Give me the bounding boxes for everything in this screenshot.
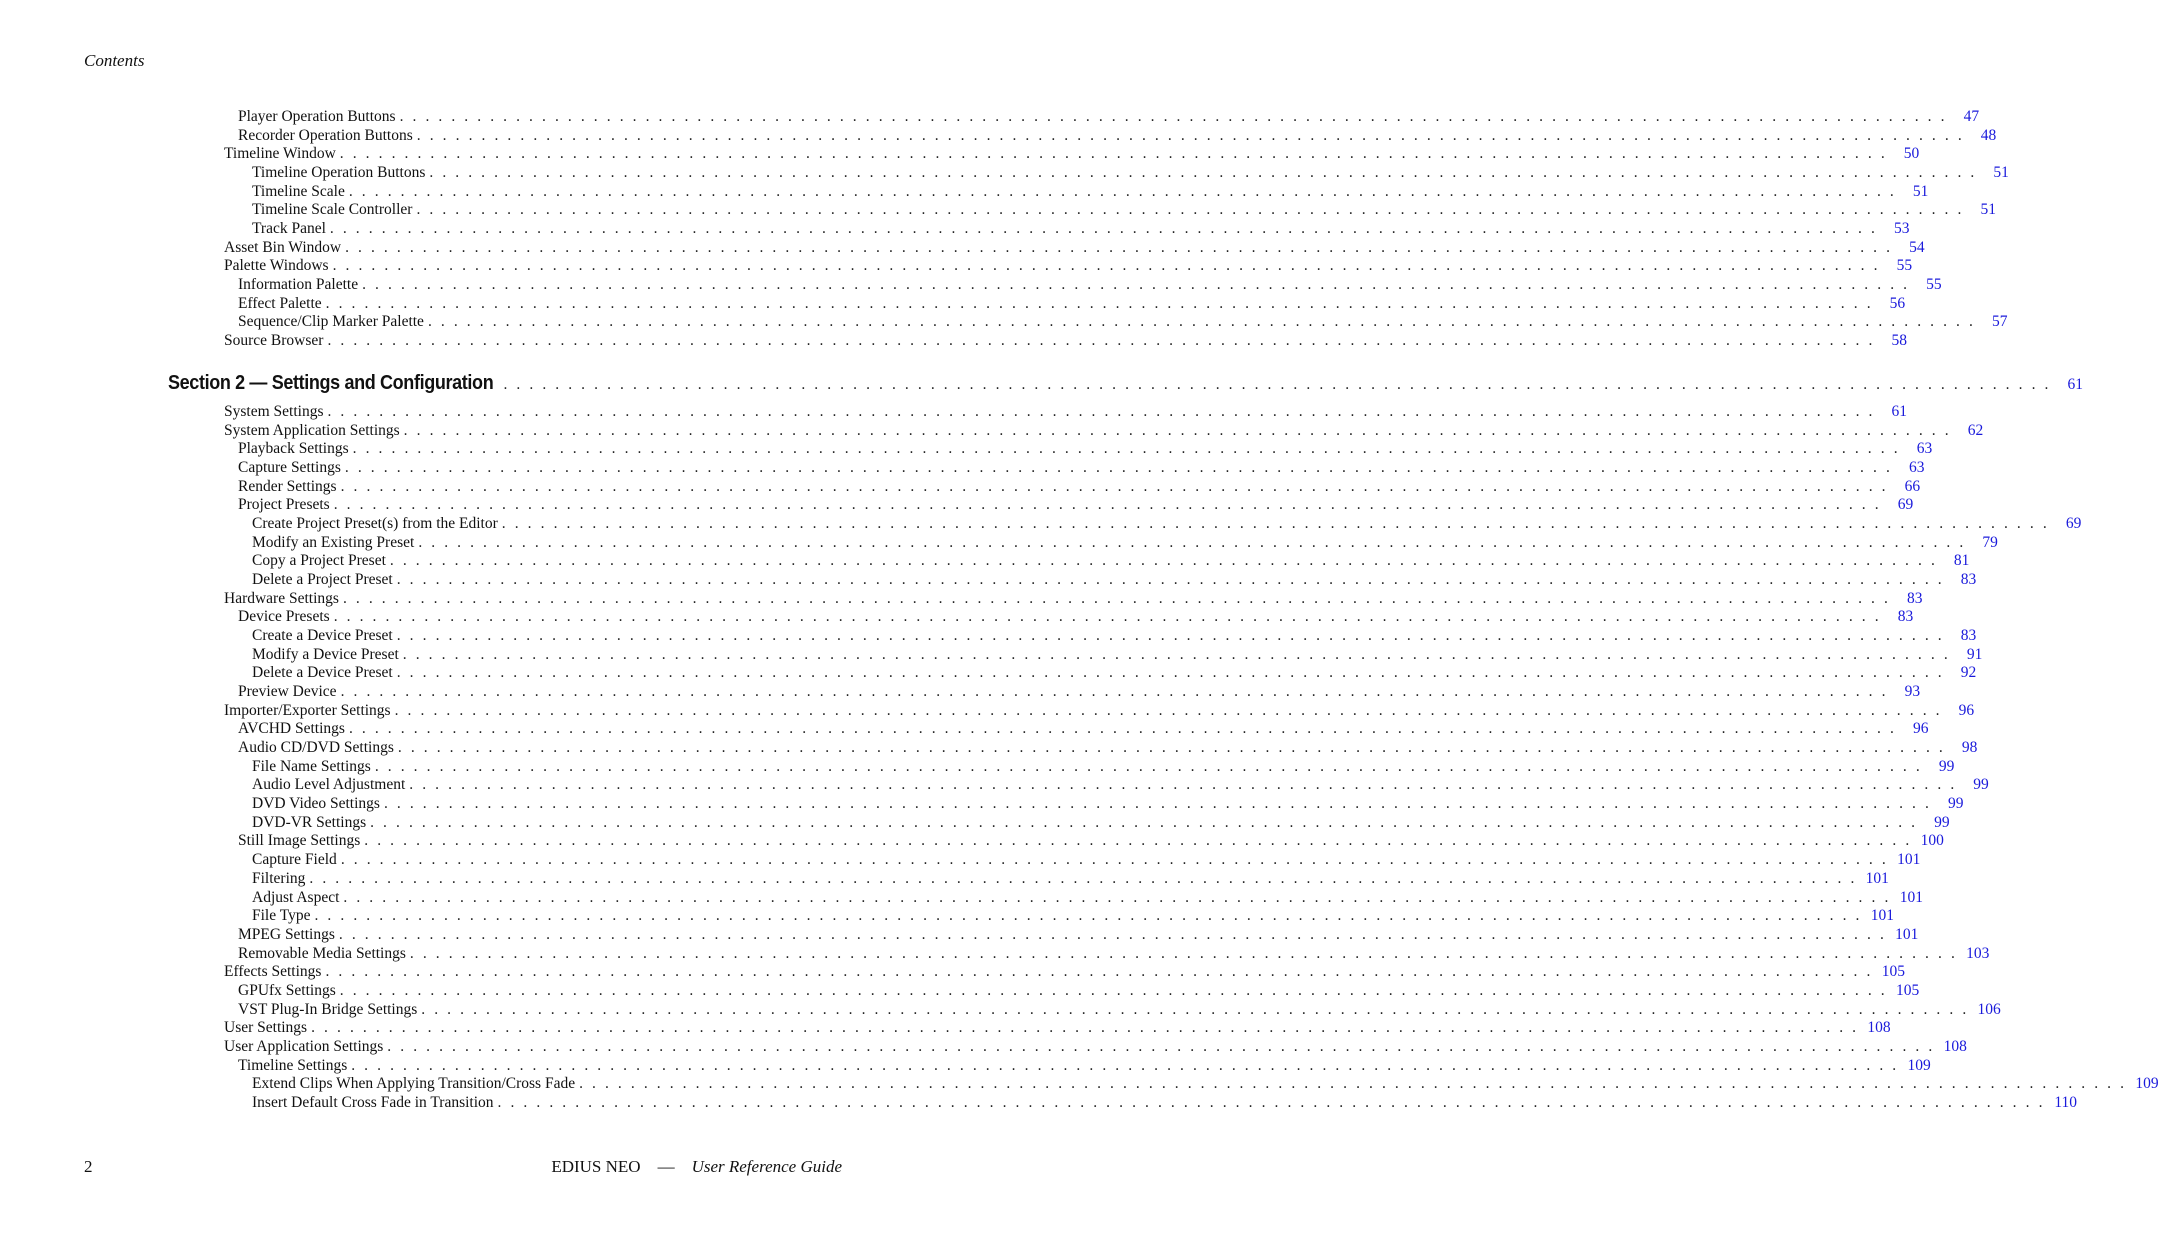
toc-page-link[interactable]: 101 xyxy=(1899,888,1923,906)
dot-leader: . . . . . . . . . . . . . . . . . . . . . . . . . . . . . . . . . . . . . . . . . . . . . . . . . . . . . . . . . . . . . . . . . . . . . . . . . . . . . . . . . . . . . . . . . . . . . . . . . . . . . . . . . . . . . . . . . . . . . . . . xyxy=(387,1037,1935,1055)
toc-entry-title: Preview Device xyxy=(238,683,337,701)
dot-leader: . . . . . . . . . . . . . . . . . . . . . . . . . . . . . . . . . . . . . . . . . . . . . . . . . . . . . . . . . . . . . . . . . . . . . . . . . . . . . . . . . . . . . . . . . . . . . . . . . . . . . . . . . . . . . . . . . . . . . . . . xyxy=(329,220,1878,238)
footer-page-number: 2 xyxy=(84,1157,93,1176)
toc-entry[interactable] xyxy=(252,1074,2159,1093)
toc-entry[interactable] xyxy=(252,757,1955,776)
dot-leader: . . . . . . . . . . . . . . . . . . . . . . . . . . . . . . . . . . . . . . . . . . . . . . . . . . . . . . . . . . . . . . . . . . . . . . . . . . . . . . . . . . . . . . . . . . . . . . . . . . . . . . . . . . . . . . . . . . . . . . . . xyxy=(579,1075,2127,1093)
dot-leader: . . . . . . . . . . . . . . . . . . . . . . . . . . . . . . . . . . . . . . . . . . . . . . . . . . . . . . . . . . . . . . . . . . . . . . . . . . . . . . . . . . . . . . . . . . . . . . . . . . . . . . . . . . . . . . . . . . . . . . . . xyxy=(339,981,1888,999)
toc-page-link[interactable]: 56 xyxy=(1889,294,1906,312)
toc-entry[interactable] xyxy=(238,439,1933,458)
dot-leader: . . . . . . . . . . . . . . . . . . . . . . . . . . . . . . . . . . . . . . . . . . . . . . . . . . . . . . . . . . . . . . . . . . . . . . . . . . . . . . . . . . . . . . . . . . . . . . . . . . . . . . . . . . . . . . . . . . . . . . . . xyxy=(339,145,1888,163)
toc-entry-title: Create Project Preset(s) from the Editor xyxy=(252,514,498,532)
toc-entry-title: Removable Media Settings xyxy=(238,944,406,962)
dot-leader: . . . . . . . . . . . . . . . . . . . . . . . . . . . . . . . . . . . . . . . . . . . . . . . . . . . . . . . . . . . . . . . . . . . . . . . . . . . . . . . . . . . . . . . . . . . . . . . . . . . . . . . . . . . . . . . . . . . . . . . . xyxy=(501,514,2050,532)
toc-entry-title: Still Image Settings xyxy=(238,832,361,850)
toc-page-link[interactable]: 83 xyxy=(1960,627,1977,644)
toc-page-link[interactable]: 55 xyxy=(1896,257,1913,275)
dot-leader: . . . . . . . . . . . . . . . . . . . . . . . . . . . . . . . . . . . . . . . . . . . . . . . . . . . . . . . . . . . . . . . . . . . . . . . . . . . . . . . . . . . . . . . . . . . . . . . . . . . . . . . . . . . . . . . . . . . . . . . . xyxy=(340,851,1889,869)
toc-page-link[interactable]: 110 xyxy=(2054,1094,2078,1111)
dot-leader: . . . . . . . . . . . . . . . . . . . . . . . . . . . . . . . . . . . . . . . . . . . . . . . . . . . . . . . . . . . . . . . . . . . . . . . . . . . . . . . . . . . . . . . . . . . . . . . . . . . . . . . . . . . . . . . . . . . . . . . . xyxy=(333,608,1882,626)
toc-entry-title: Timeline Window xyxy=(224,145,336,163)
toc-page-link[interactable]: 108 xyxy=(1943,1037,1967,1055)
toc-page-link[interactable]: 51 xyxy=(1980,201,1996,219)
toc-page-link[interactable]: 100 xyxy=(1920,832,1944,850)
dot-leader: . . . . . . . . . . . . . . . . . . . . . . . . . . . . . . . . . . . . . . . . . . . . . . . . . . . . . . . . . . . . . . . . . . . . . . . . . . . . . . . . . . . . . . . . . . . . . . . . . . . . . . . . . . . . . . . . . . . . . . . . xyxy=(416,201,1964,219)
toc-entry-title: Timeline Scale xyxy=(252,182,345,200)
toc-page-link[interactable]: 57 xyxy=(1991,313,2008,331)
toc-entry-title: Information Palette xyxy=(238,276,359,294)
toc-entry[interactable] xyxy=(252,906,1895,925)
toc-page-link[interactable]: 92 xyxy=(1960,664,1977,682)
toc-entry[interactable] xyxy=(238,458,1925,477)
dot-leader: . . . . . . . . . . . . . . . . . . . . . . . . . . . . . . . . . . . . . . . . . . . . . . . . . . . . . . . . . . . . . . . . . . . . . . . . . . . . . . . . . . . . . . . . . . . . . . . . . . . . . . . . . . . . . . . . . . . . . . . . xyxy=(362,276,1910,294)
dot-leader: . . . . . . . . . . . . . . . . . . . . . . . . . . . . . . . . . . . . . . . . . . . . . . . . . . . . . . . . . . . . . . . . . . . . . . . . . . . . . . . . . . . . . . . . . . . . . . . . . . . . . . . . . . . . . . . . . . . . . . . . xyxy=(311,1019,1859,1037)
toc-entry[interactable] xyxy=(252,182,1929,201)
dot-leader: . . . . . . . . . . . . . . . . . . . . . . . . . . . . . . . . . . . . . . . . . . . . . . . . . . . . . . . . . . . . . . . . . . . . . . . . . . . . . . . . . . . . . . . . . . . . . . . . . . . . . . . . . . . . . . . . . . . . . . . . xyxy=(309,869,1857,887)
footer-guide-title: User Reference Guide xyxy=(691,1157,842,1176)
toc-entry[interactable] xyxy=(238,312,2008,331)
toc-entry[interactable] xyxy=(238,831,1944,850)
dot-leader: . . . . . . . . . . . . . . . . . . . . . . . . . . . . . . . . . . . . . . . . . . . . . . . . . . . . . . . . . . . . . . . . . . . . . . . . . . . . . . . . . . . . . . . . . . . . . . . . . . . . . . . . . . . . . . . . . . . . . . . . xyxy=(348,720,1897,738)
dot-leader: . . . . . . . . . . . . . . . . . . . . . . . . . . . . . . . . . . . . . . . . . . . . . . . . . . . . . . . . . . . . . . . . . . . . . . . . . . . . . . . . . . . . . . . . . . . . . . . . . . . . . . . . . . . . . . . . . . . . . . . . xyxy=(314,907,1863,925)
toc-entry-title: Recorder Operation Buttons xyxy=(238,126,413,144)
toc-page-link[interactable]: 51 xyxy=(1993,164,2009,182)
toc-entry-title: Capture Settings xyxy=(238,458,341,476)
dot-leader: . . . . . . . . . . . . . . . . . . . . . . . . . . . . . . . . . . . . . . . . . . . . . . . . . . . . . . . . . . . . . . . . . . . . . . . . . . . . . . . . . . . . . . . . . . . . . . . . . . . . . . . . . . . . . . . . . . . . . . . . xyxy=(389,552,1938,570)
dot-leader: . . . . . . . . . . . . . . . . . . . . . . . . . . . . . . . . . . . . . . . . . . . . . . . . . . . . . . . . . . . . . . . . . . . . . . . . . . . . . . . . . . . . . . . . . . . . . . . . . . . . . . . . . . . . . . . . . . . . . . . . xyxy=(345,238,1893,256)
toc-page-link[interactable]: 63 xyxy=(1916,440,1933,458)
dot-leader: . . . . . . . . . . . . . . . . . . . . . . . . . . . . . . . . . . . . . . . . . . . . . . . . . . . . . . . . . . . . . . . . . . . . . . . . . . . . . . . . . . . . . . . . . . . . . . . . . . . . . . . . . . . . . . . . . . . . . . . . xyxy=(418,533,1966,551)
dot-leader: . . . . . . . . . . . . . . . . . . . . . . . . . . . . . . . . . . . . . . . . . . . . . . . . . . . . . . . . . . . . . . . . . . . . . . . . . . . . . . . . . . . . . . . . . . . . . . . . . . . . . . . . . . . . . . . . . . . . . . . . xyxy=(332,257,1881,275)
toc-entry[interactable] xyxy=(238,981,1920,1000)
toc-entry[interactable] xyxy=(238,294,1906,313)
toc-entry-title: User Application Settings xyxy=(224,1037,384,1055)
toc-entry[interactable] xyxy=(238,1056,1931,1075)
toc-entry[interactable] xyxy=(224,256,1913,275)
toc-page-link[interactable]: 53 xyxy=(1893,220,1910,238)
toc-entry-title: Importer/Exporter Settings xyxy=(224,701,391,719)
toc-entry[interactable] xyxy=(252,514,2082,533)
toc-entry[interactable] xyxy=(252,1093,2078,1112)
toc-page-link[interactable]: 99 xyxy=(1938,757,1955,775)
toc-entry-title: Device Presets xyxy=(238,608,330,626)
dot-leader: . . . . . . . . . . . . . . . . . . . . . . . . . . . . . . . . . . . . . . . . . . . . . . . . . . . . . . . . . . . . . . . . . . . . . . . . . . . . . . . . . . . . . . . . . . . . . . . . . . . . . . . . . . . . . . . . . . . . . . . . xyxy=(503,375,2052,393)
toc-page-link[interactable]: 101 xyxy=(1865,869,1889,887)
dot-leader: . . . . . . . . . . . . . . . . . . . . . . . . . . . . . . . . . . . . . . . . . . . . . . . . . . . . . . . . . . . . . . . . . . . . . . . . . . . . . . . . . . . . . . . . . . . . . . . . . . . . . . . . . . . . . . . . . . . . . . . . xyxy=(327,332,1875,350)
dot-leader: . . . . . . . . . . . . . . . . . . . . . . . . . . . . . . . . . . . . . . . . . . . . . . . . . . . . . . . . . . . . . . . . . . . . . . . . . . . . . . . . . . . . . . . . . . . . . . . . . . . . . . . . . . . . . . . . . . . . . . . . xyxy=(342,589,1891,607)
dot-leader: . . . . . . . . . . . . . . . . . . . . . . . . . . . . . . . . . . . . . . . . . . . . . . . . . . . . . . . . . . . . . . . . . . . . . . . . . . . . . . . . . . . . . . . . . . . . . . . . . . . . . . . . . . . . . . . . . . . . . . . . xyxy=(409,776,1957,794)
toc-page-link[interactable]: 99 xyxy=(1973,776,1989,794)
toc-page-link[interactable]: 83 xyxy=(1906,589,1923,607)
dot-leader: . . . . . . . . . . . . . . . . . . . . . . . . . . . . . . . . . . . . . . . . . . . . . . . . . . . . . . . . . . . . . . . . . . . . . . . . . . . . . . . . . . . . . . . . . . . . . . . . . . . . . . . . . . . . . . . . . . . . . . . . xyxy=(497,1094,2046,1111)
toc-page-link[interactable]: 108 xyxy=(1867,1019,1891,1037)
toc-entry[interactable] xyxy=(238,607,1914,626)
toc-entry-title: Effects Settings xyxy=(224,963,322,981)
toc-entry[interactable] xyxy=(238,1000,2001,1019)
dot-leader: . . . . . . . . . . . . . . . . . . . . . . . . . . . . . . . . . . . . . . . . . . . . . . . . . . . . . . . . . . . . . . . . . . . . . . . . . . . . . . . . . . . . . . . . . . . . . . . . . . . . . . . . . . . . . . . . . . . . . . . . xyxy=(333,496,1882,514)
toc-page-link[interactable]: 81 xyxy=(1953,552,1970,570)
toc-page-link[interactable]: 83 xyxy=(1960,570,1977,588)
toc-entry[interactable] xyxy=(224,331,1907,350)
toc-entry-title: File Name Settings xyxy=(252,757,371,775)
toc-entry[interactable] xyxy=(252,570,1977,589)
toc-entry[interactable] xyxy=(252,533,1998,552)
toc-entry[interactable] xyxy=(238,682,1921,701)
dot-leader: . . . . . . . . . . . . . . . . . . . . . . . . . . . . . . . . . . . . . . . . . . . . . . . . . . . . . . . . . . . . . . . . . . . . . . . . . . . . . . . . . . . . . . . . . . . . . . . . . . . . . . . . . . . . . . . . . . . . . . . . xyxy=(343,888,1891,906)
toc-entry[interactable] xyxy=(238,107,1980,126)
toc-entry[interactable] xyxy=(252,200,1996,219)
toc-entry[interactable] xyxy=(224,238,1925,257)
toc-page-link[interactable]: 101 xyxy=(1870,907,1895,925)
dot-leader: . . . . . . . . . . . . . . . . . . . . . . . . . . . . . . . . . . . . . . . . . . . . . . . . . . . . . . . . . . . . . . . . . . . . . . . . . . . . . . . . . . . . . . . . . . . . . . . . . . . . . . . . . . . . . . . . . . . . . . . . xyxy=(351,1056,1899,1074)
toc-entry[interactable] xyxy=(224,144,1920,163)
toc-page-link[interactable]: 48 xyxy=(1980,126,1997,144)
toc-entry-title: GPUfx Settings xyxy=(238,981,336,999)
toc-entry-title: Project Presets xyxy=(238,496,330,514)
toc-entry[interactable] xyxy=(224,1018,1891,1037)
toc-entry-title: Extend Clips When Applying Transition/Cross Fade xyxy=(252,1075,576,1093)
toc-entry-title: DVD-VR Settings xyxy=(252,813,367,831)
dot-leader: . . . . . . . . . . . . . . . . . . . . . . . . . . . . . . . . . . . . . . . . . . . . . . . . . . . . . . . . . . . . . . . . . . . . . . . . . . . . . . . . . . . . . . . . . . . . . . . . . . . . . . . . . . . . . . . . . . . . . . . . xyxy=(416,126,1965,144)
dot-leader: . . . . . . . . . . . . . . . . . . . . . . . . . . . . . . . . . . . . . . . . . . . . . . . . . . . . . . . . . . . . . . . . . . . . . . . . . . . . . . . . . . . . . . . . . . . . . . . . . . . . . . . . . . . . . . . . . . . . . . . . xyxy=(383,795,1932,813)
toc-entry-title: Audio Level Adjustment xyxy=(252,776,406,794)
toc-page-link[interactable]: 63 xyxy=(1908,458,1925,476)
dot-leader: . . . . . . . . . . . . . . . . . . . . . . . . . . . . . . . . . . . . . . . . . . . . . . . . . . . . . . . . . . . . . . . . . . . . . . . . . . . . . . . . . . . . . . . . . . . . . . . . . . . . . . . . . . . . . . . . . . . . . . . . xyxy=(397,739,1946,757)
toc-page-link[interactable]: 50 xyxy=(1903,145,1920,163)
dot-leader: . . . . . . . . . . . . . . . . . . . . . . . . . . . . . . . . . . . . . . . . . . . . . . . . . . . . . . . . . . . . . . . . . . . . . . . . . . . . . . . . . . . . . . . . . . . . . . . . . . . . . . . . . . . . . . . . . . . . . . . . xyxy=(399,108,1948,125)
toc-page-link[interactable]: 61 xyxy=(2067,375,2084,393)
toc-page-link[interactable]: 96 xyxy=(1912,720,1929,738)
toc-entry-title: File Type xyxy=(252,907,311,925)
toc-entry-title: Timeline Settings xyxy=(238,1056,348,1074)
toc-entry[interactable] xyxy=(224,402,1908,421)
toc-entry[interactable] xyxy=(238,925,1919,944)
dot-leader: . . . . . . . . . . . . . . . . . . . . . . . . . . . . . . . . . . . . . . . . . . . . . . . . . . . . . . . . . . . . . . . . . . . . . . . . . . . . . . . . . . . . . . . . . . . . . . . . . . . . . . . . . . . . . . . . . . . . . . . . xyxy=(427,313,1976,331)
toc-entry[interactable] xyxy=(252,645,1983,664)
toc-entry[interactable] xyxy=(238,944,1990,963)
toc-page-link[interactable]: 91 xyxy=(1966,645,1983,663)
toc-entry[interactable] xyxy=(252,813,1950,832)
toc-entry-title: Timeline Scale Controller xyxy=(252,201,413,219)
toc-entry[interactable] xyxy=(252,869,1889,888)
dot-leader: . . . . . . . . . . . . . . . . . . . . . . . . . . . . . . . . . . . . . . . . . . . . . . . . . . . . . . . . . . . . . . . . . . . . . . . . . . . . . . . . . . . . . . . . . . . . . . . . . . . . . . . . . . . . . . . . . . . . . . . . xyxy=(402,645,1951,663)
toc-entry-title: Audio CD/DVD Settings xyxy=(238,739,394,757)
footer-document-title xyxy=(551,1157,842,1177)
toc-entry[interactable] xyxy=(238,126,1997,145)
toc-entry[interactable] xyxy=(252,794,1964,813)
toc-entry-title: Source Browser xyxy=(224,332,324,350)
toc-entry-title: Insert Default Cross Fade in Transition xyxy=(252,1094,494,1111)
dot-leader: . . . . . . . . . . . . . . . . . . . . . . . . . . . . . . . . . . . . . . . . . . . . . . . . . . . . . . . . . . . . . . . . . . . . . . . . . . . . . . . . . . . . . . . . . . . . . . . . . . . . . . . . . . . . . . . . . . . . . . . . xyxy=(325,963,1873,981)
toc-entry-title: Capture Field xyxy=(252,851,337,869)
toc-page-link[interactable]: 62 xyxy=(1967,421,1984,439)
toc-entry[interactable] xyxy=(238,495,1914,514)
toc-entry-title: Render Settings xyxy=(238,477,337,495)
toc-page-link[interactable]: 79 xyxy=(1982,533,1998,551)
toc-entry[interactable] xyxy=(252,775,1989,794)
toc-entry[interactable] xyxy=(238,477,1921,496)
toc-entry-title: System Application Settings xyxy=(224,421,400,439)
dot-leader: . . . . . . . . . . . . . . . . . . . . . . . . . . . . . . . . . . . . . . . . . . . . . . . . . . . . . . . . . . . . . . . . . . . . . . . . . . . . . . . . . . . . . . . . . . . . . . . . . . . . . . . . . . . . . . . . . . . . . . . . xyxy=(396,627,1945,644)
toc-entry-title: System Settings xyxy=(224,402,324,420)
toc-page-link[interactable]: 109 xyxy=(1907,1056,1931,1074)
toc-entry[interactable] xyxy=(252,888,1923,907)
dot-leader: . . . . . . . . . . . . . . . . . . . . . . . . . . . . . . . . . . . . . . . . . . . . . . . . . . . . . . . . . . . . . . . . . . . . . . . . . . . . . . . . . . . . . . . . . . . . . . . . . . . . . . . . . . . . . . . . . . . . . . . . xyxy=(409,944,1958,962)
toc-entry-title: Hardware Settings xyxy=(224,589,339,607)
toc-page-link[interactable]: 99 xyxy=(1934,813,1950,831)
dot-leader: . . . . . . . . . . . . . . . . . . . . . . . . . . . . . . . . . . . . . . . . . . . . . . . . . . . . . . . . . . . . . . . . . . . . . . . . . . . . . . . . . . . . . . . . . . . . . . . . . . . . . . . . . . . . . . . . . . . . . . . . xyxy=(338,925,1887,943)
dot-leader: . . . . . . . . . . . . . . . . . . . . . . . . . . . . . . . . . . . . . . . . . . . . . . . . . . . . . . . . . . . . . . . . . . . . . . . . . . . . . . . . . . . . . . . . . . . . . . . . . . . . . . . . . . . . . . . . . . . . . . . . xyxy=(429,164,1977,182)
dot-leader: . . . . . . . . . . . . . . . . . . . . . . . . . . . . . . . . . . . . . . . . . . . . . . . . . . . . . . . . . . . . . . . . . . . . . . . . . . . . . . . . . . . . . . . . . . . . . . . . . . . . . . . . . . . . . . . . . . . . . . . . xyxy=(396,664,1945,682)
toc-entry-title: Modify an Existing Preset xyxy=(252,533,415,551)
toc-entry-title: Copy a Project Preset xyxy=(252,552,386,570)
toc-entry-title: Delete a Device Preset xyxy=(252,664,393,682)
toc-entry-title: Create a Device Preset xyxy=(252,627,393,644)
toc-entry-title: User Settings xyxy=(224,1019,308,1037)
toc-page-link[interactable]: 47 xyxy=(1963,108,1980,125)
toc-page-link[interactable]: 51 xyxy=(1912,182,1929,200)
dot-leader: . . . . . . . . . . . . . . . . . . . . . . . . . . . . . . . . . . . . . . . . . . . . . . . . . . . . . . . . . . . . . . . . . . . . . . . . . . . . . . . . . . . . . . . . . . . . . . . . . . . . . . . . . . . . . . . . . . . . . . . . xyxy=(348,182,1897,200)
toc-page-link[interactable]: 99 xyxy=(1947,795,1964,813)
toc-entry-title: Player Operation Buttons xyxy=(238,108,396,125)
dot-leader: . . . . . . . . . . . . . . . . . . . . . . . . . . . . . . . . . . . . . . . . . . . . . . . . . . . . . . . . . . . . . . . . . . . . . . . . . . . . . . . . . . . . . . . . . . . . . . . . . . . . . . . . . . . . . . . . . . . . . . . . xyxy=(394,701,1943,719)
toc-entry-title: Playback Settings xyxy=(238,440,349,458)
toc-entry[interactable] xyxy=(252,663,1977,682)
toc-entry[interactable] xyxy=(224,421,1984,440)
toc-page-link[interactable]: 69 xyxy=(1897,496,1914,514)
toc-section-heading[interactable] xyxy=(168,371,2084,400)
toc-entry[interactable] xyxy=(224,1037,1967,1056)
toc-entry[interactable] xyxy=(224,589,1923,608)
toc-page-link[interactable]: 98 xyxy=(1961,739,1978,757)
dot-leader: . . . . . . . . . . . . . . . . . . . . . . . . . . . . . . . . . . . . . . . . . . . . . . . . . . . . . . . . . . . . . . . . . . . . . . . . . . . . . . . . . . . . . . . . . . . . . . . . . . . . . . . . . . . . . . . . . . . . . . . . xyxy=(374,757,1923,775)
toc-entry[interactable] xyxy=(252,551,1970,570)
toc-entry[interactable] xyxy=(238,738,1978,757)
toc-entry[interactable] xyxy=(252,219,1910,238)
toc-entry-title: DVD Video Settings xyxy=(252,795,380,813)
dot-leader: . . . . . . . . . . . . . . . . . . . . . . . . . . . . . . . . . . . . . . . . . . . . . . . . . . . . . . . . . . . . . . . . . . . . . . . . . . . . . . . . . . . . . . . . . . . . . . . . . . . . . . . . . . . . . . . . . . . . . . . . xyxy=(352,440,1901,458)
toc-entry-title: Effect Palette xyxy=(238,294,322,312)
dot-leader: . . . . . . . . . . . . . . . . . . . . . . . . . . . . . . . . . . . . . . . . . . . . . . . . . . . . . . . . . . . . . . . . . . . . . . . . . . . . . . . . . . . . . . . . . . . . . . . . . . . . . . . . . . . . . . . . . . . . . . . . xyxy=(364,832,1912,850)
toc-page-link[interactable]: 109 xyxy=(2135,1075,2159,1093)
toc-entry[interactable] xyxy=(238,275,1942,294)
toc-page-link[interactable]: 61 xyxy=(1891,402,1908,420)
dot-leader: . . . . . . . . . . . . . . . . . . . . . . . . . . . . . . . . . . . . . . . . . . . . . . . . . . . . . . . . . . . . . . . . . . . . . . . . . . . . . . . . . . . . . . . . . . . . . . . . . . . . . . . . . . . . . . . . . . . . . . . . xyxy=(340,683,1889,701)
toc-entry-title: Track Panel xyxy=(252,220,326,238)
toc-entry-title: VST Plug-In Bridge Settings xyxy=(238,1000,418,1018)
toc-entry[interactable] xyxy=(252,626,1977,645)
toc-entry-title: Palette Windows xyxy=(224,257,329,275)
toc-entry-title: Sequence/Clip Marker Palette xyxy=(238,313,424,331)
toc-entry-title: Section 2 — Settings and Configuration xyxy=(168,371,494,394)
dot-leader: . . . . . . . . . . . . . . . . . . . . . . . . . . . . . . . . . . . . . . . . . . . . . . . . . . . . . . . . . . . . . . . . . . . . . . . . . . . . . . . . . . . . . . . . . . . . . . . . . . . . . . . . . . . . . . . . . . . . . . . . xyxy=(327,402,1876,420)
toc-page-link[interactable]: 101 xyxy=(1897,851,1921,869)
toc-entry-title: AVCHD Settings xyxy=(238,720,345,738)
toc-page-link[interactable]: 105 xyxy=(1896,981,1920,999)
toc-page-link[interactable]: 69 xyxy=(2065,514,2082,532)
toc-page-link[interactable]: 83 xyxy=(1897,608,1914,626)
toc-entry[interactable] xyxy=(252,163,2009,182)
toc-entry-title: Adjust Aspect xyxy=(252,888,340,906)
toc-page-link[interactable]: 54 xyxy=(1909,238,1925,256)
toc-entry-title: Timeline Operation Buttons xyxy=(252,164,426,182)
dot-leader: . . . . . . . . . . . . . . . . . . . . . . . . . . . . . . . . . . . . . . . . . . . . . . . . . . . . . . . . . . . . . . . . . . . . . . . . . . . . . . . . . . . . . . . . . . . . . . . . . . . . . . . . . . . . . . . . . . . . . . . . xyxy=(396,570,1945,588)
toc-page-link[interactable]: 66 xyxy=(1904,477,1921,495)
toc-entry[interactable] xyxy=(252,850,1921,869)
toc-entry[interactable] xyxy=(224,962,1905,981)
toc-page-link[interactable]: 103 xyxy=(1966,944,1990,962)
dot-leader: . . . . . . . . . . . . . . . . . . . . . . . . . . . . . . . . . . . . . . . . . . . . . . . . . . . . . . . . . . . . . . . . . . . . . . . . . . . . . . . . . . . . . . . . . . . . . . . . . . . . . . . . . . . . . . . . . . . . . . . . xyxy=(421,1000,1969,1018)
dot-leader: . . . . . . . . . . . . . . . . . . . . . . . . . . . . . . . . . . . . . . . . . . . . . . . . . . . . . . . . . . . . . . . . . . . . . . . . . . . . . . . . . . . . . . . . . . . . . . . . . . . . . . . . . . . . . . . . . . . . . . . . xyxy=(370,813,1918,831)
toc-entry-title: Delete a Project Preset xyxy=(252,570,393,588)
toc-page-link[interactable]: 96 xyxy=(1958,701,1975,719)
toc-entry-title: Asset Bin Window xyxy=(224,238,342,256)
toc-entry-title: Filtering xyxy=(252,869,306,887)
toc-entry[interactable] xyxy=(224,701,1975,720)
footer-separator: — xyxy=(657,1157,675,1176)
toc-entry-title: MPEG Settings xyxy=(238,925,335,943)
toc-page-link[interactable]: 58 xyxy=(1891,332,1907,350)
running-header: Contents xyxy=(84,51,145,70)
toc-page-link[interactable]: 101 xyxy=(1895,925,1919,943)
dot-leader: . . . . . . . . . . . . . . . . . . . . . . . . . . . . . . . . . . . . . . . . . . . . . . . . . . . . . . . . . . . . . . . . . . . . . . . . . . . . . . . . . . . . . . . . . . . . . . . . . . . . . . . . . . . . . . . . . . . . . . . . xyxy=(403,421,1952,439)
dot-leader: . . . . . . . . . . . . . . . . . . . . . . . . . . . . . . . . . . . . . . . . . . . . . . . . . . . . . . . . . . . . . . . . . . . . . . . . . . . . . . . . . . . . . . . . . . . . . . . . . . . . . . . . . . . . . . . . . . . . . . . . xyxy=(344,458,1893,476)
toc-page-link[interactable]: 93 xyxy=(1904,683,1921,701)
toc-page-link[interactable]: 106 xyxy=(1977,1000,2001,1018)
toc-page-link[interactable]: 105 xyxy=(1881,963,1905,981)
toc-page-link[interactable]: 55 xyxy=(1926,276,1942,294)
dot-leader: . . . . . . . . . . . . . . . . . . . . . . . . . . . . . . . . . . . . . . . . . . . . . . . . . . . . . . . . . . . . . . . . . . . . . . . . . . . . . . . . . . . . . . . . . . . . . . . . . . . . . . . . . . . . . . . . . . . . . . . . xyxy=(340,477,1889,495)
footer-product: EDIUS NEO xyxy=(551,1157,641,1176)
dot-leader: . . . . . . . . . . . . . . . . . . . . . . . . . . . . . . . . . . . . . . . . . . . . . . . . . . . . . . . . . . . . . . . . . . . . . . . . . . . . . . . . . . . . . . . . . . . . . . . . . . . . . . . . . . . . . . . . . . . . . . . . xyxy=(325,294,1874,312)
toc-entry-title: Modify a Device Preset xyxy=(252,645,399,663)
toc-entry[interactable] xyxy=(238,719,1929,738)
